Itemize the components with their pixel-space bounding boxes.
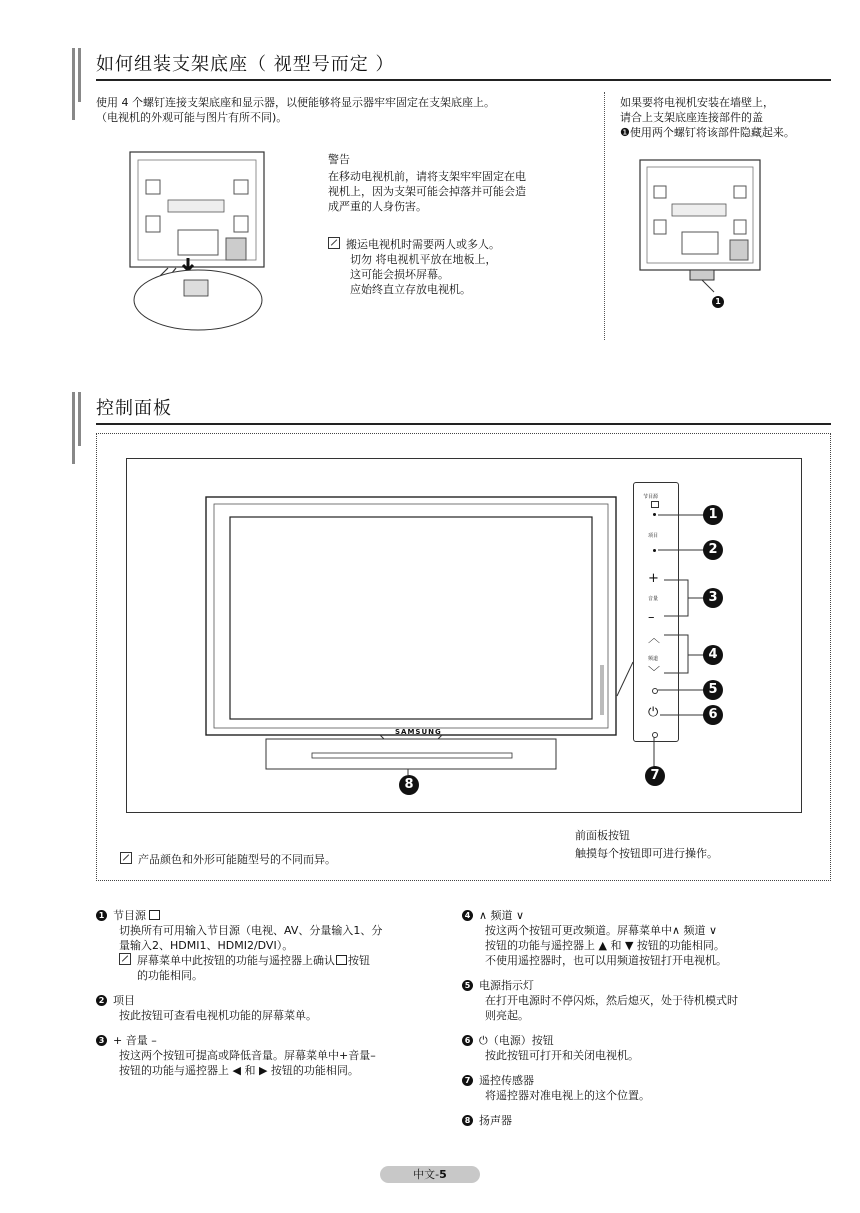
callout-1: 1 <box>703 505 723 525</box>
item-line: 按钮的功能与遥控器上 ◀ 和 ▶ 按钮的功能相同。 <box>119 1064 359 1077</box>
note-icon <box>120 852 132 864</box>
item-number: 1 <box>96 910 107 921</box>
warning-block <box>328 152 588 214</box>
item-number: 2 <box>96 995 107 1006</box>
stand-intro <box>96 95 596 125</box>
item-line: 按这两个按钮可提高或降低音量。屏幕菜单中+音量– <box>119 1049 376 1062</box>
panel-label-source: 节目源 <box>643 494 659 500</box>
item-title: 扬声器 <box>479 1114 512 1127</box>
page-number: 5 <box>439 1168 447 1181</box>
stand-intro-line: （电视机的外观可能与图片有所不同)。 <box>96 111 288 124</box>
note-icon <box>119 953 131 965</box>
note-line: 搬运电视机时需要两人或多人。 <box>346 238 500 251</box>
tv-rear-wallmount-illustration <box>638 158 768 308</box>
source-icon <box>149 910 160 920</box>
list-item <box>96 1033 456 1078</box>
item-number: 4 <box>462 910 473 921</box>
item-number: 8 <box>462 1115 473 1126</box>
wall-mount-note <box>620 95 845 140</box>
note-line: 这可能会损坏屏幕。 <box>350 268 449 281</box>
section-rule-2 <box>96 423 831 425</box>
item-line: 按此按钮可查看电视机功能的屏幕菜单。 <box>119 1009 317 1022</box>
list-item <box>462 978 832 1023</box>
tv-rear-stand-illustration <box>128 150 268 335</box>
item-line: 切换所有可用输入节目源（电视、AV、分量输入1、分 <box>119 924 383 937</box>
list-item <box>462 1033 832 1063</box>
item-line: 则亮起。 <box>485 1009 529 1022</box>
panel-label-ch: 频道 <box>648 656 659 662</box>
item-number: 3 <box>96 1035 107 1046</box>
stand-intro-line: 使用 4 个螺钉连接支架底座和显示器，以便能够将显示器牢牢固定在支架底座上。 <box>96 96 495 109</box>
ch-up-button[interactable]: ︿ <box>648 631 661 645</box>
section-rule-1 <box>96 79 831 81</box>
moving-note <box>328 237 588 297</box>
note-text: 产品颜色和外形可能随型号的不同而异。 <box>138 853 336 866</box>
item-title: 遥控传感器 <box>479 1074 534 1087</box>
callout-5: 5 <box>703 680 723 700</box>
panel-label-menu: 项目 <box>648 533 659 539</box>
item-title: 节目源 <box>113 909 146 922</box>
warning-title: 警告 <box>328 153 350 166</box>
item-title: ⏻（电源）按钮 <box>479 1034 554 1047</box>
item-title: + 音量 – <box>113 1034 157 1047</box>
list-item <box>96 993 456 1023</box>
item-title: 电源指示灯 <box>479 979 534 992</box>
item-line: 量输入2、HDMI1、HDMI2/DVI）。 <box>119 939 294 952</box>
item-line: 按此按钮可打开和关闭电视机。 <box>485 1049 639 1062</box>
section-title-control-panel: 控制面板 <box>96 398 172 419</box>
warning-line: 视机上，因为支架可能会掉落并可能会造 <box>328 185 526 198</box>
front-panel-title: 前面板按钮 <box>575 829 630 842</box>
warning-line: 成严重的人身伤害。 <box>328 200 427 213</box>
wall-line: ❶使用两个螺钉将该部件隐藏起来。 <box>620 126 795 139</box>
item-line: 不使用遥控器时，也可以用频道按钮打开电视机。 <box>485 954 727 967</box>
note-line: 应始终直立存放电视机。 <box>350 283 471 296</box>
note-icon <box>328 237 340 249</box>
item-note: 按钮 <box>348 954 370 967</box>
power-icon[interactable]: ⏻ <box>648 705 659 720</box>
item-line: 按钮的功能与遥控器上 ▲ 和 ▼ 按钮的功能相同。 <box>485 939 725 952</box>
item-number: 5 <box>462 980 473 991</box>
panel-leader-line <box>603 482 637 712</box>
items-left <box>96 908 456 1078</box>
item-note: 屏幕菜单中此按钮的功能与遥控器上确认 <box>137 954 335 967</box>
warning-line: 在移动电视机前，请将支架牢牢固定在电 <box>328 170 526 183</box>
item-line: 按这两个按钮可更改频道。屏幕菜单中∧ 频道 ∨ <box>485 924 718 937</box>
color-shape-note <box>120 852 336 867</box>
callout-1-wall: 1 <box>712 296 724 308</box>
callout-3: 3 <box>703 588 723 608</box>
panel-label-vol: 音量 <box>648 596 659 602</box>
item-line: 将遥控器对准电视上的这个位置。 <box>485 1089 650 1102</box>
front-panel-caption <box>575 828 815 861</box>
page-number-badge <box>380 1166 480 1183</box>
callout-7: 7 <box>645 766 665 786</box>
item-title: 项目 <box>113 994 135 1007</box>
list-item <box>462 908 832 968</box>
wall-line: 请合上支架底座连接部件的盖 <box>620 111 763 124</box>
wall-line: 如果要将电视机安装在墙壁上， <box>620 96 774 109</box>
section-bar-2b <box>78 392 81 446</box>
item-title: ∧ 频道 ∨ <box>479 909 525 922</box>
item-line: 在打开电源时不停闪烁，然后熄灭，处于待机模式时 <box>485 994 738 1007</box>
dotted-divider <box>604 92 605 340</box>
item-number: 6 <box>462 1035 473 1046</box>
vol-up-button[interactable]: + <box>648 571 659 586</box>
vol-down-button[interactable]: – <box>648 610 655 625</box>
section-bar-2 <box>72 392 75 464</box>
list-item <box>96 908 456 983</box>
section-title-stand: 如何组装支架底座（ 视型号而定 ） <box>96 54 395 75</box>
callout-6: 6 <box>703 705 723 725</box>
ch-down-button[interactable]: ﹀ <box>648 665 661 679</box>
callout-leaders <box>650 505 710 785</box>
enter-icon <box>336 955 347 965</box>
page-prefix: 中文- <box>413 1168 440 1181</box>
callout-2: 2 <box>703 540 723 560</box>
list-item <box>462 1073 832 1103</box>
items-right <box>462 908 832 1128</box>
note-line: 切勿 将电视机平放在地板上， <box>350 253 497 266</box>
callout-8: 8 <box>399 775 419 795</box>
section-bar-1 <box>72 48 75 120</box>
item-number: 7 <box>462 1075 473 1086</box>
section-bar-1b <box>78 48 81 102</box>
item-note: 的功能相同。 <box>137 969 203 982</box>
callout-4: 4 <box>703 645 723 665</box>
brand-logo: SAMSUNG <box>395 728 442 736</box>
list-item <box>462 1113 832 1128</box>
front-panel-desc: 触摸每个按钮即可进行操作。 <box>575 847 718 860</box>
